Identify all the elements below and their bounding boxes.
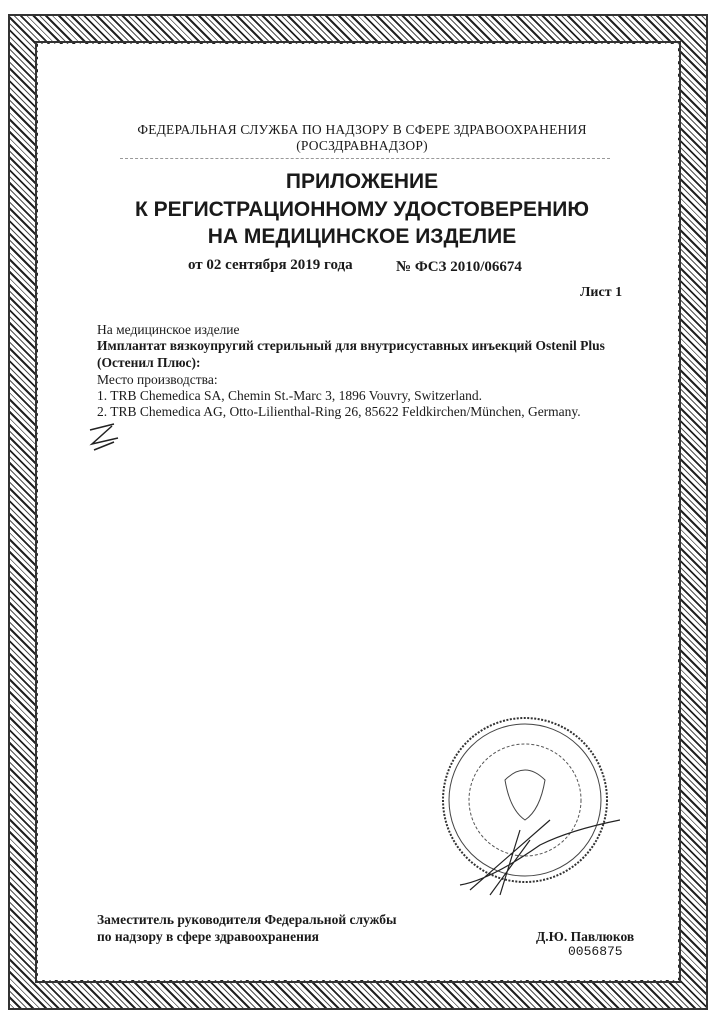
signatory-position-line-1: Заместитель руководителя Федеральной службы [97,912,397,927]
intro-text: На медицинское изделие [97,322,240,337]
signatory-name: Д.Ю. Павлюков [536,929,635,944]
registration-number: № ФСЗ 2010/06674 [396,259,522,275]
title-line-2: К РЕГИСТРАЦИОННОМУ УДОСТОВЕРЕНИЮ [135,198,589,221]
product-name-line-1: Имплантат вязкоупругий стерильный для внутрисуставных инъекций Ostenil Plus [97,338,605,353]
date-line: от 02 сентября 2019 года [188,257,353,273]
agency-short-name: (РОСЗДРАВНАДЗОР) [296,138,428,153]
official-seal [430,710,620,900]
title-line-1: ПРИЛОЖЕНИЕ [285,170,439,193]
signatory-position-line-2: по надзору в сфере здравоохранения [97,929,319,944]
form-serial-number: 0056875 [568,944,623,959]
divider [120,158,610,159]
product-name-line-2: (Остенил Плюс): [97,355,201,370]
manufacturing-site-2: 2. TRB Chemedica AG, Otto-Lilienthal-Ring 26, 85622 Feldkirchen/München, Germany. [97,404,581,419]
title-line-3: НА МЕДИЦИНСКОЕ ИЗДЕЛИЕ [207,225,517,248]
handwritten-mark [84,420,124,456]
agency-name: ФЕДЕРАЛЬНАЯ СЛУЖБА ПО НАДЗОРУ В СФЕРЕ ЗДРАВООХРАНЕНИЯ [137,122,587,137]
place-label: Место производства: [97,372,218,387]
sheet-number: Лист 1 [580,285,623,300]
manufacturing-site-1: 1. TRB Chemedica SA, Chemin St.-Marc 3, 1896 Vouvry, Switzerland. [97,388,482,403]
